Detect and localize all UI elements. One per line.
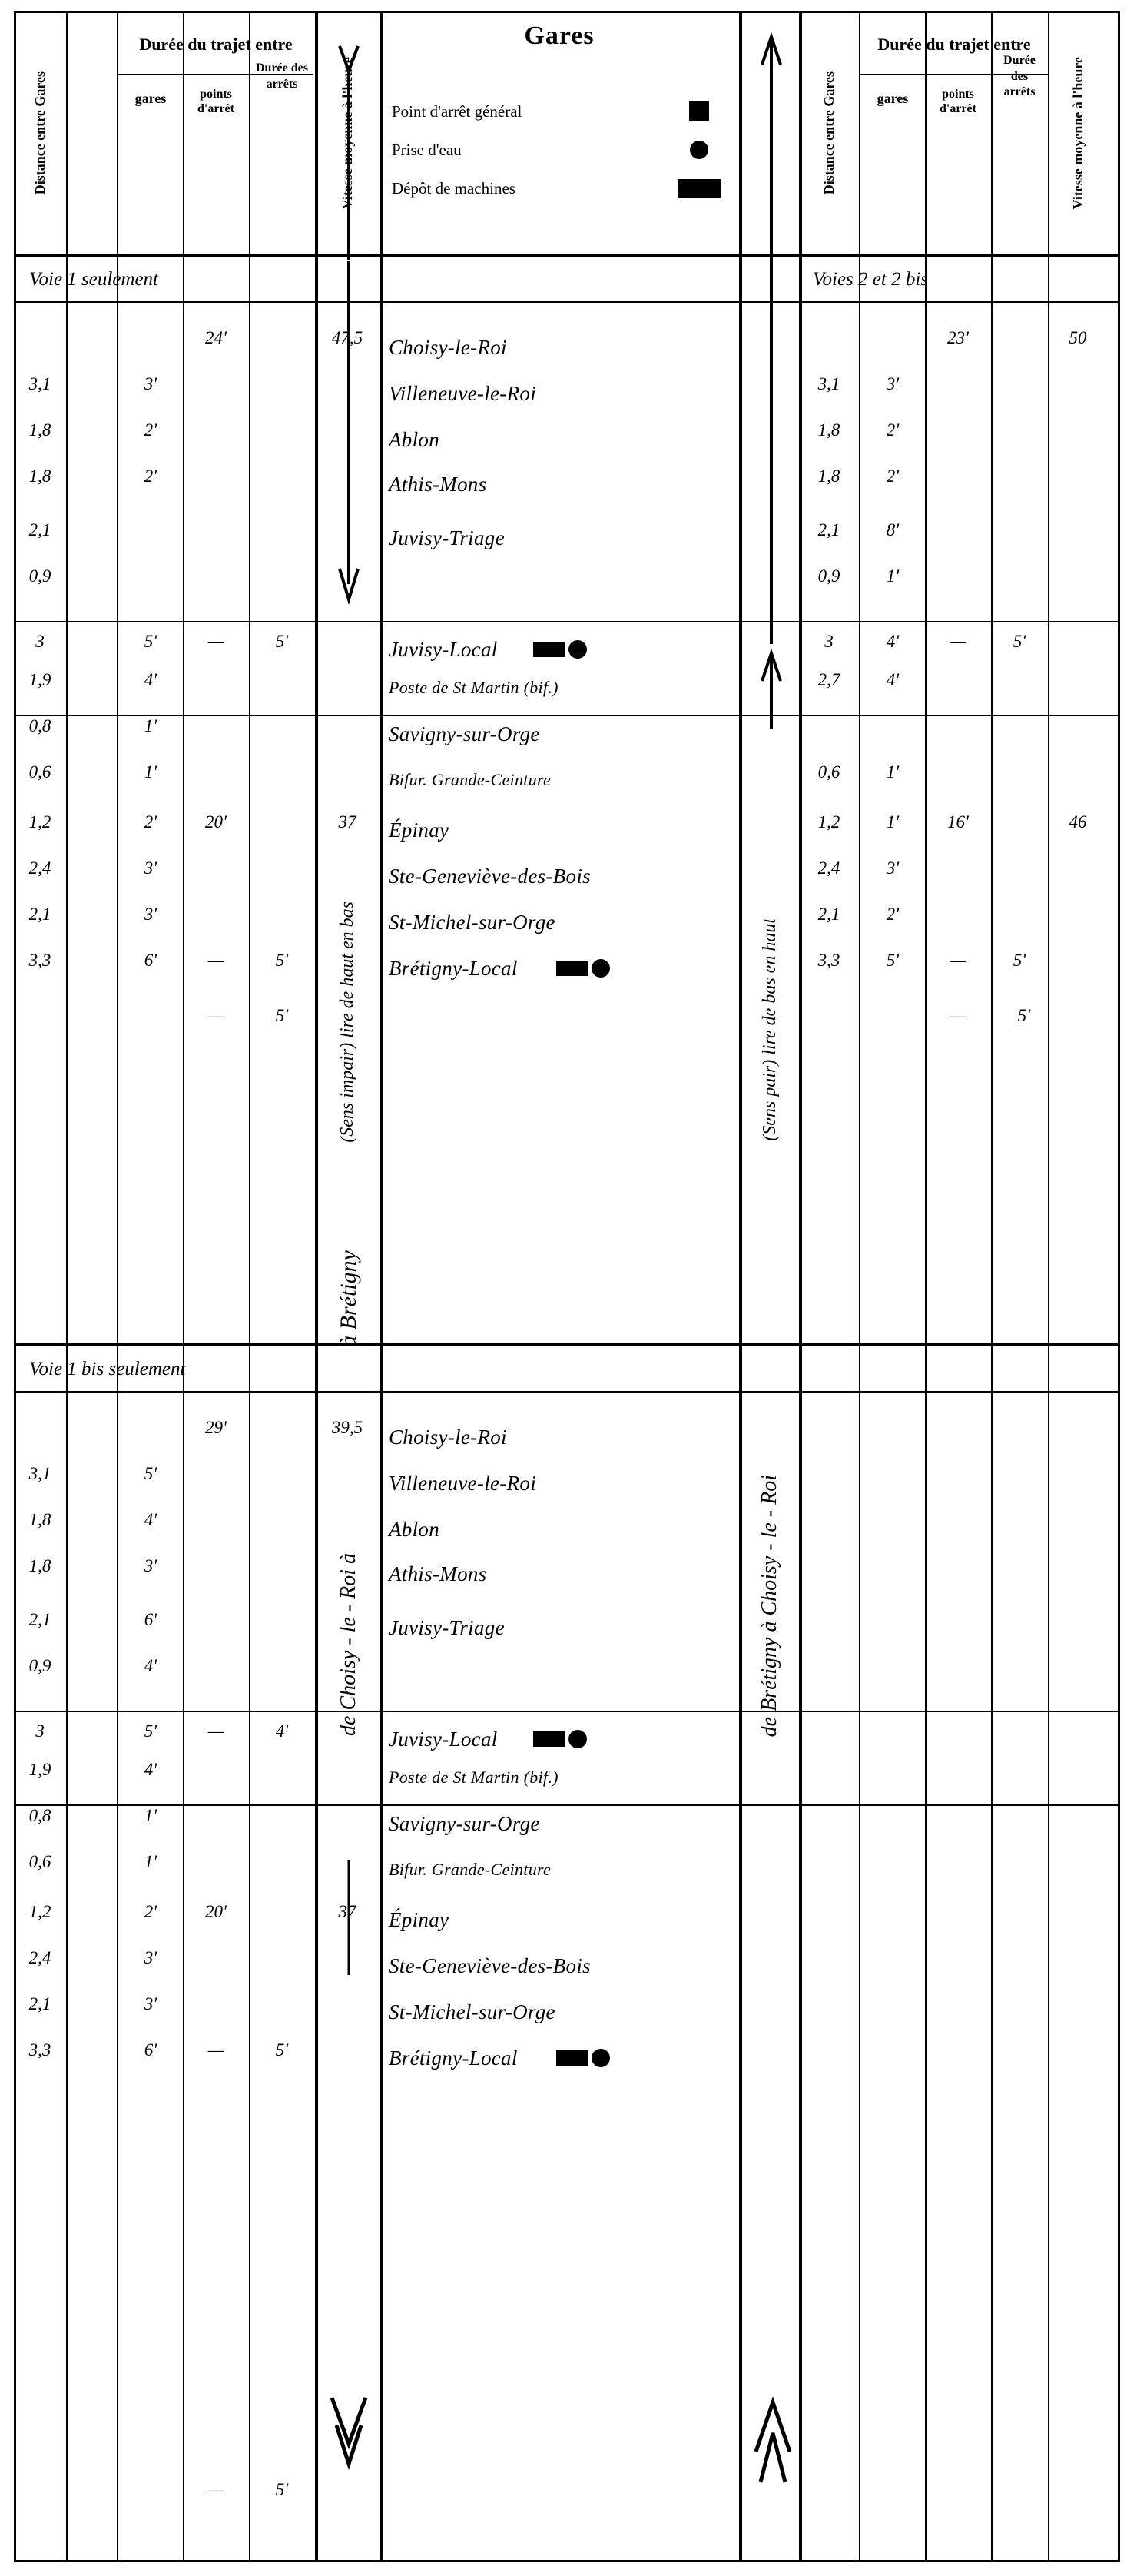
cell-right-g: 8' [886, 520, 900, 539]
cell-right-p: 16' [947, 812, 969, 832]
rule-v12 [1048, 11, 1049, 2562]
gare-name: Épinay [389, 1907, 449, 1931]
gare-name: Villeneuve-le-Roi [389, 381, 536, 405]
gare-symbols [556, 953, 648, 984]
cell-left-d: 0,9 [28, 1656, 51, 1675]
cell-right-g: 4' [886, 670, 900, 689]
cell-left-g: 5' [144, 632, 157, 651]
cell-left-v: 37 [338, 812, 356, 832]
cell-right-p: — [950, 632, 966, 651]
cell-left-d: 3,3 [28, 2040, 51, 2060]
cell-right-g: 3' [886, 858, 900, 878]
rule-v10 [925, 11, 927, 2562]
cell-left-g: 5' [144, 1721, 157, 1741]
arrow-down-left-top [332, 38, 366, 261]
gare-name: Savigny-sur-Orge [389, 1811, 540, 1835]
filled-circle-icon [592, 2049, 610, 2067]
cell-left-g: 4' [144, 670, 157, 689]
cell-left-g: 1' [144, 1806, 157, 1825]
cell-right-d: 3 [824, 632, 834, 651]
gare-name: Juvisy-Triage [389, 526, 505, 549]
cell-right-g: 1' [886, 566, 900, 586]
rule-h-juvisy-triage-2 [14, 1711, 1120, 1712]
gare-name: Ablon [389, 1517, 439, 1541]
legend-item-point-arret: Point d'arrêt général [392, 101, 522, 121]
cell-left-d: 1,8 [28, 1510, 51, 1529]
gare-name: St-Michel-sur-Orge [389, 2000, 555, 2023]
arrow-line-left-a [332, 261, 366, 622]
cell-left-g: 4' [144, 1510, 157, 1529]
cell-left-g: 3' [144, 1948, 157, 1967]
cell-right-p: — [950, 951, 966, 970]
cell-left-d: 1,2 [28, 1902, 51, 1921]
header-left-duree-title: Durée du trajet entre [139, 35, 293, 55]
cell-left-d: 2,4 [28, 1948, 51, 1967]
cell-left-d: 2,4 [28, 858, 51, 878]
gare-name: Épinay [389, 818, 449, 842]
cell-right-a: 5' [1013, 951, 1026, 970]
filled-rectangle-icon [672, 175, 726, 201]
gare-name: Athis-Mons [389, 1562, 487, 1585]
cell-left-d: 1,9 [28, 670, 51, 689]
rule-v11 [991, 11, 993, 2562]
cell-right-d: 2,4 [817, 858, 840, 878]
filled-circle-icon [676, 137, 722, 163]
cell-left-g: 3' [144, 858, 157, 878]
cell-right-d: 1,8 [817, 420, 840, 440]
gare-name: Bifur. Grande-Ceinture [389, 770, 552, 789]
cell-right-g: 2' [886, 466, 900, 486]
cell-left-g: 1' [144, 762, 157, 782]
cell-right-g: 3' [886, 374, 900, 393]
cell-left-d: 3 [35, 632, 45, 651]
cell-left-g: 4' [144, 1656, 157, 1675]
cell-left-d: 2,1 [28, 520, 51, 539]
cell-right-d: 2,1 [817, 905, 840, 924]
rule-h-voie2 [14, 1391, 1120, 1393]
cell-left-d: 1,9 [28, 1760, 51, 1779]
cell-right-d: 2,7 [817, 670, 840, 689]
cell-left-v: 37 [338, 1902, 356, 1921]
cell-left-a-tail-2: 5' [275, 2480, 289, 2499]
cell-right-g: 2' [886, 905, 900, 924]
arrow-down-left-bottom [327, 2390, 370, 2505]
cell-left-g: 2' [144, 812, 157, 832]
cell-left-g: 2' [144, 420, 157, 440]
cell-right-d: 0,6 [817, 762, 840, 782]
cell-left-a: 5' [275, 951, 289, 970]
filled-circle-icon [592, 959, 610, 978]
rule-v3 [183, 11, 184, 2562]
header-right-duree-title: Durée du trajet entre [877, 35, 1031, 55]
header-right-gares: gares [877, 90, 909, 106]
cell-left-a: 4' [275, 1721, 289, 1741]
cell-right-g: 1' [886, 762, 900, 782]
gare-name: St-Michel-sur-Orge [389, 910, 555, 934]
cell-right-v: 50 [1069, 328, 1087, 347]
cell-left-d: 2,1 [28, 905, 51, 924]
cell-left-d: 2,1 [28, 1610, 51, 1629]
cell-left-a: 5' [275, 2040, 289, 2060]
header-left-points-darret: points d'arrêt [197, 87, 234, 115]
gare-name: Ste-Geneviève-des-Bois [389, 864, 591, 888]
cell-left-a: 5' [275, 632, 289, 651]
gare-name: Poste de St Martin (bif.) [389, 678, 559, 697]
header-gares-title: Gares [524, 22, 595, 50]
gare-symbols [533, 634, 625, 665]
cell-left-g: 3' [144, 374, 157, 393]
cell-left-d: 1,8 [28, 1556, 51, 1575]
rule-v4 [249, 11, 250, 2562]
cell-left-g: 3' [144, 1994, 157, 2013]
cell-right-g: 5' [886, 951, 900, 970]
cell-left-g: 6' [144, 951, 157, 970]
rule-v2 [117, 11, 118, 2562]
gare-symbols [533, 1724, 625, 1754]
cell-right-a-tail-1: 5' [1017, 1006, 1031, 1025]
filled-rectangle-icon [533, 1731, 565, 1747]
cell-left-d: 3 [35, 1721, 45, 1741]
gare-name: Choisy-le-Roi [389, 1425, 507, 1449]
cell-left-p: 24' [205, 328, 227, 347]
cell-left-p-tail-2: — [207, 2480, 224, 2499]
cell-left-g: 1' [144, 716, 157, 735]
voie-note-left-block1: Voie 1 seulement [29, 269, 159, 290]
gare-name: Brétigny-Local [389, 956, 518, 980]
cell-left-v: 39,5 [331, 1418, 363, 1437]
cell-left-g: 5' [144, 1464, 157, 1483]
gare-symbols [556, 2043, 648, 2073]
cell-left-d: 3,1 [28, 374, 51, 393]
cell-right-g: 4' [886, 632, 900, 651]
cell-left-p: 20' [205, 1902, 227, 1921]
cell-left-d: 0,8 [28, 716, 51, 735]
rule-h-voie [14, 301, 1120, 303]
cell-left-p: — [207, 2040, 224, 2060]
cell-right-d: 0,9 [817, 566, 840, 586]
cell-left-d: 1,2 [28, 812, 51, 832]
filled-rectangle-icon [556, 2050, 588, 2066]
cell-right-d: 3,3 [817, 951, 840, 970]
voie-note-left-block2: Voie 1 bis seulement [29, 1359, 186, 1379]
gare-name: Villeneuve-le-Roi [389, 1471, 536, 1495]
cell-left-g: 6' [144, 1610, 157, 1629]
cell-left-d: 3,1 [28, 1464, 51, 1483]
cell-left-d: 3,3 [28, 951, 51, 970]
header-right-points-darret: points d'arrêt [940, 87, 976, 115]
header-left-gares: gares [134, 90, 167, 106]
cell-left-g: 3' [144, 905, 157, 924]
header-left-duree-arrets: Durée des arrêts [256, 61, 308, 91]
rule-h-block-split [14, 1343, 1120, 1346]
legend-item-prise-eau: Prise d'eau [392, 140, 462, 159]
gare-name: Juvisy-Local [389, 637, 498, 661]
cell-left-p: — [207, 1721, 224, 1741]
voie-note-right: Voies 2 et 2 bis [813, 269, 928, 290]
cell-left-g: 6' [144, 2040, 157, 2060]
legend-item-depot-machines: Dépôt de machines [392, 178, 515, 198]
cell-left-p: 20' [205, 812, 227, 832]
header-right-duree-arrets: Durée des arrêts [1003, 53, 1036, 99]
cell-right-p: 23' [947, 328, 969, 347]
diag-label-bretigny: à Brétigny [336, 1250, 361, 1347]
cell-left-d: 0,9 [28, 566, 51, 586]
diag-label-bretigny-choisy: de Brétigny à Choisy - le - Roi [757, 1475, 781, 1738]
arrow-up-right-top [756, 31, 787, 646]
cell-right-p-tail-1: — [950, 1006, 966, 1025]
rule-h-juvisy-triage [14, 621, 1120, 622]
gare-name: Athis-Mons [389, 472, 487, 496]
cell-left-g: 1' [144, 1852, 157, 1871]
cell-left-d: 0,8 [28, 1806, 51, 1825]
cell-left-a-tail-1: 5' [275, 1006, 289, 1025]
sens-impair-label: (Sens impair) lire de haut en bas [336, 901, 357, 1143]
cell-left-p: 29' [205, 1418, 227, 1437]
cell-left-p: — [207, 951, 224, 970]
cell-left-d: 0,6 [28, 762, 51, 782]
gare-name: Choisy-le-Roi [389, 335, 507, 359]
cell-left-d: 0,6 [28, 1852, 51, 1871]
cell-left-g: 2' [144, 466, 157, 486]
diag-label-choisy: de Choisy - le - Roi à [336, 1553, 360, 1736]
rule-v6 [380, 11, 383, 2562]
header-left-distance: Distance entre Gares [31, 71, 48, 195]
rule-h-header [14, 254, 1120, 257]
half-square-icon [676, 98, 722, 124]
sens-pair-label: (Sens pair) lire de bas en haut [759, 918, 780, 1141]
gare-name: Savigny-sur-Orge [389, 722, 540, 745]
cell-left-g: 4' [144, 1760, 157, 1779]
gare-name: Poste de St Martin (bif.) [389, 1768, 559, 1787]
rule-v9 [859, 11, 860, 2562]
cell-right-d: 3,1 [817, 374, 840, 393]
gare-name: Juvisy-Local [389, 1727, 498, 1751]
gare-name: Bifur. Grande-Ceinture [389, 1860, 552, 1879]
gare-name: Ablon [389, 427, 439, 451]
gare-name: Ste-Geneviève-des-Bois [389, 1954, 591, 1977]
cell-right-v: 46 [1069, 812, 1087, 832]
arrow-up-right-b [756, 646, 787, 730]
gare-name: Juvisy-Triage [389, 1615, 505, 1639]
filled-rectangle-icon [533, 642, 565, 657]
cell-left-d: 1,8 [28, 420, 51, 440]
cell-left-v: 47,5 [331, 328, 363, 347]
cell-right-d: 1,8 [817, 466, 840, 486]
header-right-vitesse: Vitesse moyenne à l'heure [1069, 56, 1086, 210]
cell-right-d: 2,1 [817, 520, 840, 539]
cell-left-p-tail-1: — [207, 1006, 224, 1025]
cell-left-d: 2,1 [28, 1994, 51, 2013]
rule-v1 [66, 11, 68, 2562]
gare-name: Brétigny-Local [389, 2046, 518, 2070]
filled-rectangle-icon [556, 961, 588, 976]
arrow-up-right-bottom [751, 2382, 794, 2513]
cell-left-g: 3' [144, 1556, 157, 1575]
header-left-vitesse: Vitesse moyenne à l'heure [339, 56, 355, 210]
cell-right-d: 1,2 [817, 812, 840, 832]
filled-circle-icon [568, 1730, 587, 1748]
cell-left-g: 2' [144, 1902, 157, 1921]
cell-left-d: 1,8 [28, 466, 51, 486]
cell-right-g: 2' [886, 420, 900, 440]
cell-left-p: — [207, 632, 224, 651]
filled-circle-icon [568, 640, 587, 659]
cell-right-g: 1' [886, 812, 900, 832]
header-right-distance: Distance entre Gares [820, 71, 837, 195]
cell-right-a: 5' [1013, 632, 1026, 651]
